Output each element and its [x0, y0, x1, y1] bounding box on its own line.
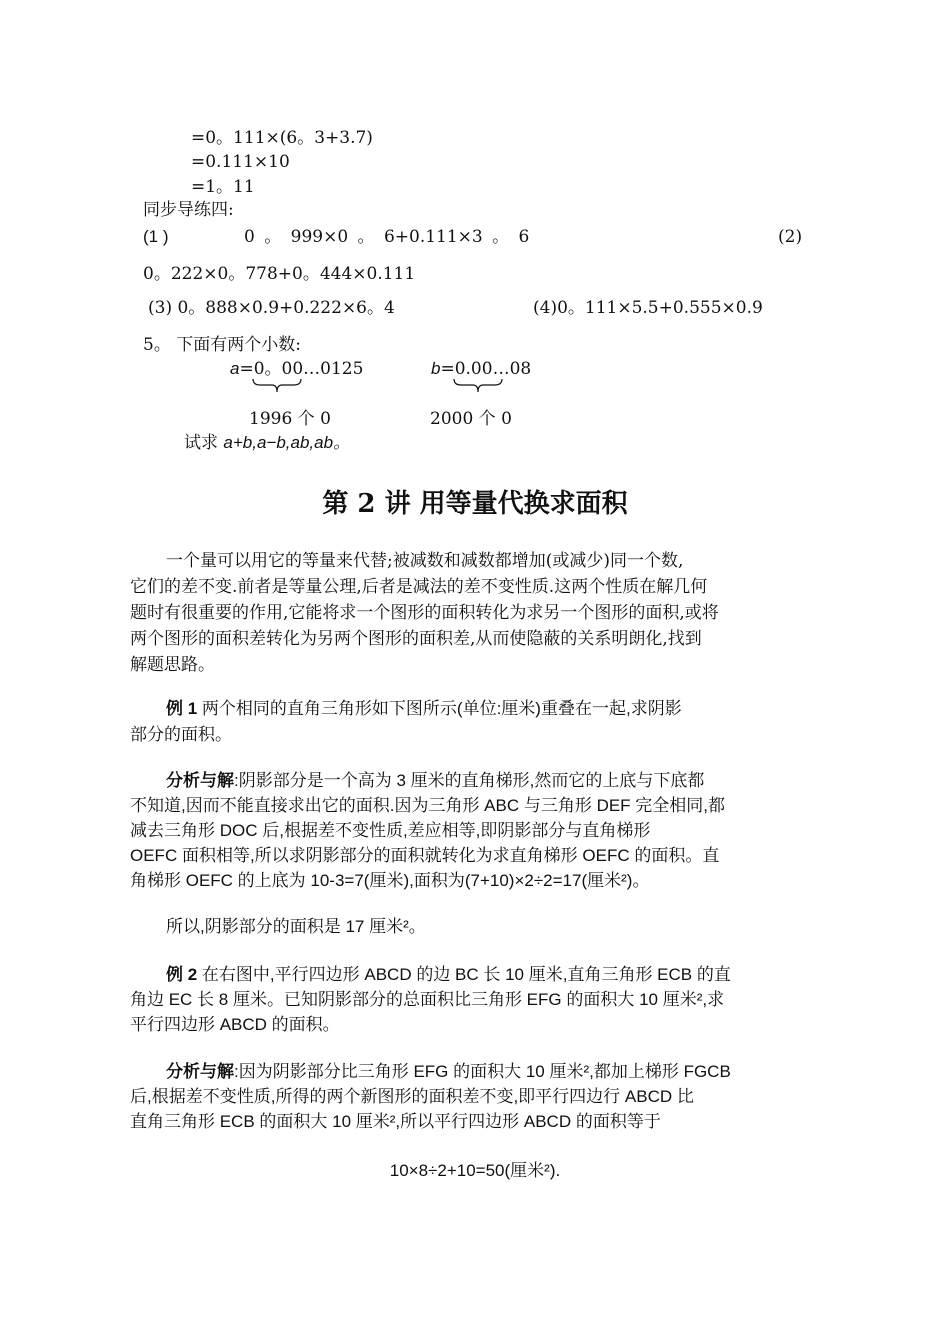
example-1-line-2: 部分的面积。: [130, 725, 232, 744]
analysis-1-conclusion: 所以,阴影部分的面积是 17 厘米²。: [166, 917, 426, 936]
example-1-label: 例 1: [166, 699, 198, 718]
zero-count-b: 2000 个 0: [430, 409, 512, 429]
analysis-2-label: 分析与解: [166, 1062, 234, 1081]
problem-2-expression: 0。222×0。778+0。444×0.111: [143, 264, 416, 284]
underbrace-a: [252, 378, 302, 394]
problem-3: (3) 0。888×0.9+0.222×6。4: [148, 298, 395, 318]
decimal-a-value: =0。00…0125: [239, 359, 364, 379]
decimal-b: [431, 358, 531, 380]
calc-line-1: =0。111×(6。3+3.7): [191, 128, 373, 148]
lecture-title: 第 2 讲 用等量代换求面积: [322, 489, 628, 519]
variable-a: a: [230, 359, 240, 378]
problem-1-expression: 0 。 999×0 。 6+0.111×3 。 6: [244, 227, 530, 247]
calc-line-2: =0.111×10: [191, 152, 290, 172]
analysis-1-line-5: 角梯形 OEFC 的上底为 10-3=7(厘米),面积为(7+10)×2÷2=17(厘米²)。: [130, 871, 650, 890]
analysis-1-text: :阴影部分是一个高为 3 厘米的直角梯形,然而它的上底与下底都: [234, 771, 705, 790]
calc-line-3: =1。11: [191, 177, 255, 197]
decimal-a: [230, 358, 363, 380]
analysis-2-line-3: 直角三角形 ECB 的面积大 10 厘米²,所以平行四边形 ABCD 的面积等于: [130, 1112, 661, 1131]
intro-line-1: 一个量可以用它的等量来代替;被减数和减数都增加(或减少)同一个数,: [166, 551, 684, 571]
example-2-line-3: 平行四边形 ABCD 的面积。: [130, 1015, 340, 1034]
question-expressions: a+b,a−b,ab,ab。: [223, 433, 351, 452]
intro-line-3: 题时有很重要的作用,它能将求一个图形的面积转化为求另一个图形的面积,或将: [130, 603, 719, 623]
problem-5-intro: 5。 下面有两个小数:: [143, 335, 301, 355]
analysis-1-label: 分析与解: [166, 771, 234, 790]
analysis-2-text: :因为阴影部分比三角形 EFG 的面积大 10 厘米²,都加上梯形 FGCB: [234, 1062, 731, 1081]
intro-line-5: 解题思路。: [130, 655, 215, 675]
problem-5-question: [184, 432, 350, 454]
example-2-text: 在右图中,平行四边形 ABCD 的边 BC 长 10 厘米,直角三角形 ECB 的直: [201, 965, 731, 984]
final-equation: 10×8÷2+10=50(厘米²).: [389, 1161, 561, 1180]
problem-2-label: (2): [778, 227, 803, 247]
example-2-line-1: [166, 964, 731, 986]
example-2-line-2: 角边 EC 长 8 厘米。已知阴影部分的总面积比三角形 EFG 的面积大 10 厘米²,求: [130, 990, 725, 1009]
analysis-1-line-3: 减去三角形 DOC 后,根据差不变性质,差应相等,即阴影部分与直角梯形: [130, 821, 651, 840]
analysis-1-line-4: OEFC 面积相等,所以求阴影部分的面积就转化为求直角梯形 OEFC 的面积。直: [130, 846, 720, 865]
intro-line-2: 它们的差不变.前者是等量公理,后者是减法的差不变性质.这两个性质在解几何: [130, 577, 708, 597]
variable-b: b: [431, 359, 441, 378]
intro-line-4: 两个图形的面积差转化为另两个图形的面积差,从而使隐蔽的关系明朗化,找到: [130, 629, 702, 649]
problem-1-label: (1 ): [143, 227, 169, 246]
example-2-label: 例 2: [166, 965, 198, 984]
example-1-line-1: [166, 698, 682, 720]
decimal-b-value: =0.00…08: [440, 359, 532, 379]
analysis-2-line-2: 后,根据差不变性质,所得的两个新图形的面积差不变,即平行四边行 ABCD 比: [130, 1087, 694, 1106]
example-1-text: 两个相同的直角三角形如下图所示(单位:厘米)重叠在一起,求阴影: [201, 699, 682, 718]
analysis-2-line-1: [166, 1061, 731, 1083]
question-prefix: 试求: [184, 433, 224, 453]
analysis-1-line-2: 不知道,因而不能直接求出它的面积.因为三角形 ABC 与三角形 DEF 完全相同,都: [130, 796, 726, 815]
problem-4: (4)0。111×5.5+0.555×0.9: [533, 298, 763, 318]
analysis-1-line-1: [166, 770, 704, 792]
zero-count-a: 1996 个 0: [249, 409, 331, 429]
practice-heading: 同步导练四:: [143, 200, 234, 220]
underbrace-b: [453, 378, 503, 394]
